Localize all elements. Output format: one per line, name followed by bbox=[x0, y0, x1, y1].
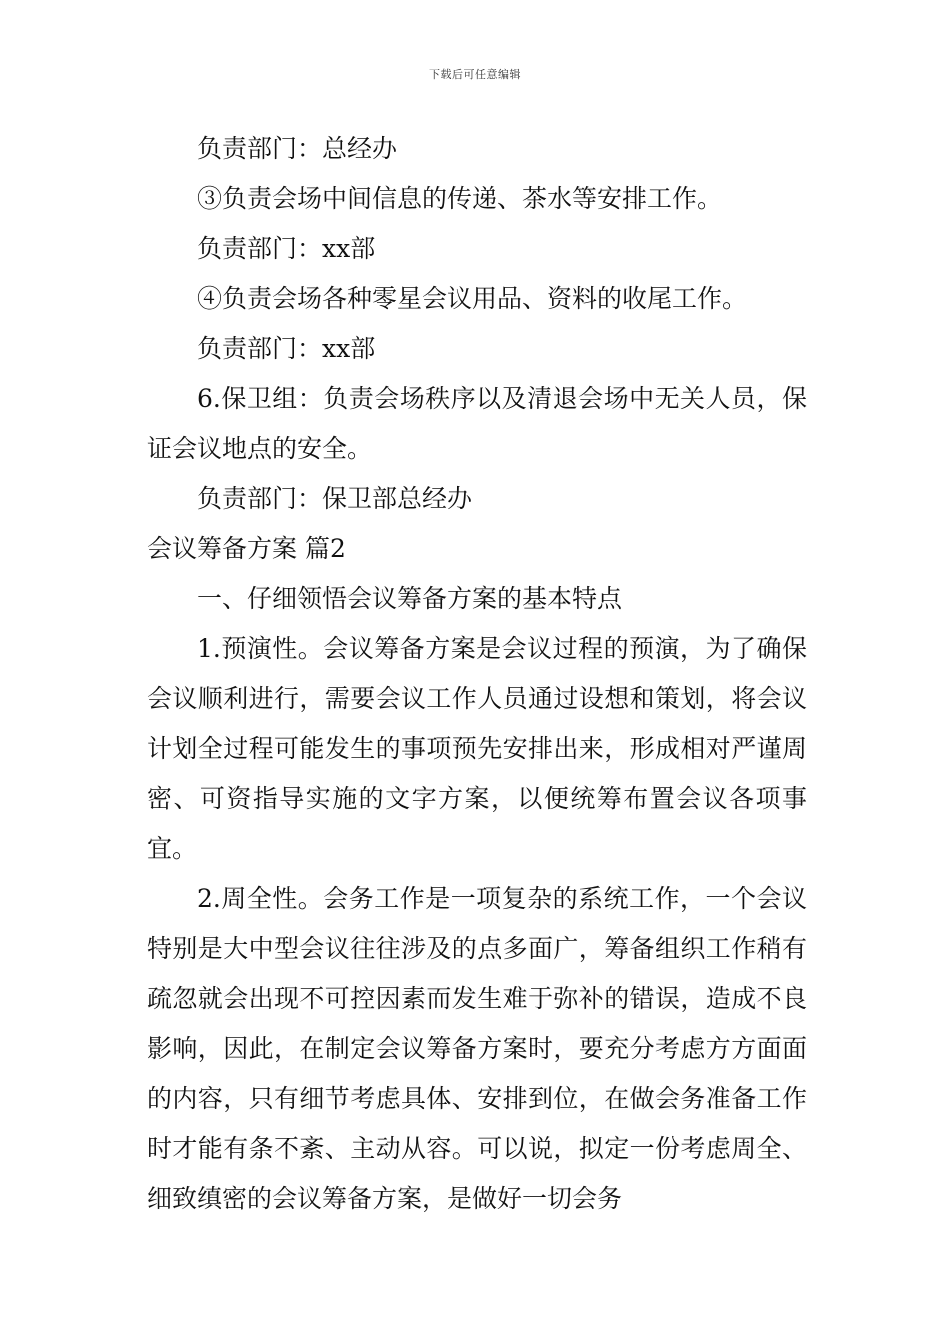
paragraph: 6.保卫组：负责会场秩序以及清退会场中无关人员，保证会议地点的安全。 bbox=[147, 384, 807, 463]
paragraph: 负责部门：xx部 bbox=[197, 334, 376, 363]
section-heading: 会议筹备方案 篇2 bbox=[147, 534, 346, 563]
subsection-heading: 一、仔细领悟会议筹备方案的基本特点 bbox=[197, 584, 623, 613]
page-header: 下载后可任意编辑 bbox=[429, 68, 521, 81]
document-body bbox=[147, 124, 807, 1224]
paragraph: 负责部门：xx部 bbox=[197, 234, 376, 263]
paragraph: ③负责会场中间信息的传递、茶水等安排工作。 bbox=[197, 184, 723, 213]
paragraph: ④负责会场各种零星会议用品、资料的收尾工作。 bbox=[197, 284, 748, 313]
paragraph: 负责部门：总经办 bbox=[197, 134, 398, 163]
paragraph: 负责部门：保卫部总经办 bbox=[197, 484, 473, 513]
paragraph: 1.预演性。会议筹备方案是会议过程的预演，为了确保会议顺利进行，需要会议工作人员通过设想和策划，将会议计划全过程可能发生的事项预先安排出来，形成相对严谨周密、可资指导实施的文字方案，以便统筹布置会议各项事宜。 bbox=[147, 634, 807, 863]
paragraph: 2.周全性。会务工作是一项复杂的系统工作，一个会议特别是大中型会议往往涉及的点多面广，筹备组织工作稍有疏忽就会出现不可控因素而发生难于弥补的错误，造成不良影响，因此，在制定会议筹备方案时，要充分考虑方方面面的内容，只有细节考虑具体、安排到位，在做会务准备工作时才能有条不紊、主动从容。可以说，拟定一份考虑周全、细致缜密的会议筹备方案，是做好一切会务 bbox=[147, 884, 807, 1213]
